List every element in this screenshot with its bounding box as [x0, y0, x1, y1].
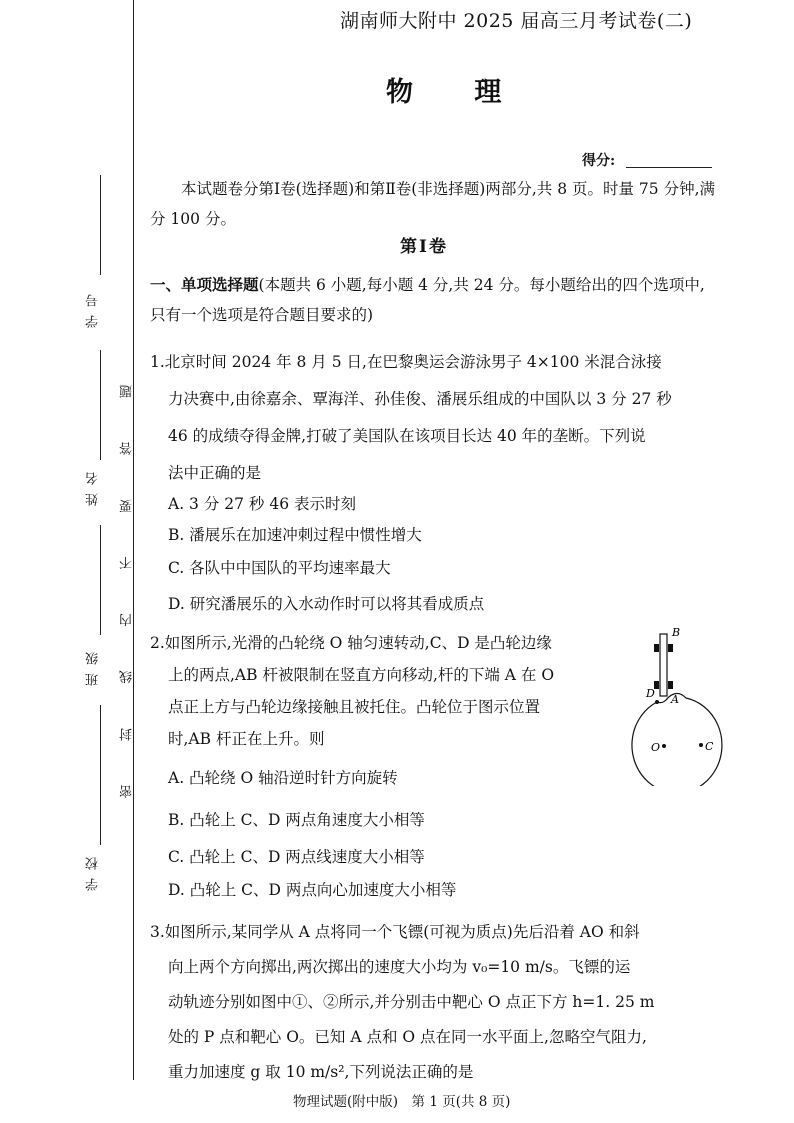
- q1-line: 46 的成绩夺得金牌,打破了美国队在该项目长达 40 年的垄断。下列说: [168, 427, 646, 445]
- q1-line: 1.北京时间 2024 年 8 月 5 日,在巴黎奥运会游泳男子 4×100 米混合泳接: [150, 353, 662, 371]
- field-class-line[interactable]: [100, 525, 101, 635]
- cam-figure: [624, 626, 734, 786]
- field-name-label: 姓 名: [86, 470, 101, 507]
- q2-stem: [150, 627, 620, 755]
- point-o: [662, 744, 666, 748]
- page-footer: 物理试题(附中版) 第 1 页(共 8 页): [293, 1094, 511, 1110]
- label-o: O: [651, 741, 661, 754]
- section-note: (本题共 6 小题,每小题 4 分,共 24 分。每小题给出的四个选项中,只有一个选项是符合题目要求的): [150, 276, 705, 324]
- q3-line: 向上两个方向掷出,两次掷出的速度大小均为 v₀=10 m/s。飞镖的运: [168, 958, 631, 976]
- exam-title: 湖南师大附中 2025 届高三月考试卷(二): [340, 10, 693, 32]
- field-name-line[interactable]: [100, 350, 101, 460]
- seal-notice: 密 封 线 内 不 要 答 题: [120, 365, 135, 798]
- volume-heading: 第Ⅰ卷: [400, 237, 448, 257]
- q3-line: 重力加速度 g 取 10 m/s²,下列说法正确的是: [168, 1063, 474, 1081]
- intro-text: 本试题卷分第Ⅰ卷(选择题)和第Ⅱ卷(非选择题)两部分,共 8 页。时量 75 分钟,满分 100 分。: [150, 180, 715, 228]
- q1-option-b[interactable]: B. 潘展乐在加速冲刺过程中惯性增大: [168, 526, 422, 544]
- q1-option-a[interactable]: A. 3 分 27 秒 46 表示时刻: [168, 495, 356, 513]
- q1-option-c[interactable]: C. 各队中中国队的平均速率最大: [168, 559, 391, 577]
- q3-line: 动轨迹分别如图中①、②所示,并分别击中靶心 O 点正下方 h=1. 25 m: [168, 993, 655, 1011]
- q3-line: 处的 P 点和靶心 O。已知 A 点和 O 点在同一水平面上,忽略空气阻力,: [168, 1028, 647, 1046]
- point-d: [655, 700, 659, 704]
- guide-upper-left: [654, 644, 659, 652]
- score-field[interactable]: [626, 167, 712, 168]
- q1-line: 力决赛中,由徐嘉余、覃海洋、孙佳俊、潘展乐组成的中国队以 3 分 27 秒: [168, 390, 672, 408]
- point-c: [699, 743, 703, 747]
- label-c: C: [705, 740, 714, 753]
- field-school-label: 学 校: [86, 855, 101, 892]
- q1-line: 法中正确的是: [168, 464, 262, 482]
- q2-line: 2.如图所示,光滑的凸轮绕 O 轴匀速转动,C、D 是凸轮边缘: [150, 634, 552, 652]
- field-student-id-line[interactable]: [100, 175, 101, 275]
- q1-stem: [150, 344, 720, 492]
- q2-option-d[interactable]: D. 凸轮上 C、D 两点向心加速度大小相等: [168, 881, 457, 899]
- q2-line: 上的两点,AB 杆被限制在竖直方向移动,杆的下端 A 在 O: [168, 666, 555, 684]
- q1-option-d[interactable]: D. 研究潘展乐的入水动作时可以将其看成质点: [168, 595, 485, 613]
- q3-line: 3.如图所示,某同学从 A 点将同一个飞镖(可视为质点)先后沿着 AO 和斜: [150, 923, 640, 941]
- field-school-line[interactable]: [100, 705, 101, 845]
- subject-title: 物 理: [386, 77, 528, 108]
- guide-lower-right: [668, 681, 673, 689]
- q3-stem: [150, 915, 720, 1090]
- label-d: D: [646, 687, 655, 700]
- field-student-id-label: 学 号: [86, 292, 101, 329]
- label-b: B: [672, 626, 681, 639]
- score-label: 得分:: [582, 153, 616, 169]
- q2-option-b[interactable]: B. 凸轮上 C、D 两点角速度大小相等: [168, 811, 425, 829]
- q2-option-a[interactable]: A. 凸轮绕 O 轴沿逆时针方向旋转: [168, 769, 398, 787]
- rod-ab: [660, 634, 667, 696]
- guide-upper-right: [668, 644, 673, 652]
- section-title: 一、单项选择题: [150, 275, 259, 294]
- field-class-label: 班 级: [86, 650, 101, 687]
- q2-line: 点正上方与凸轮边缘接触且被托住。凸轮位于图示位置: [168, 698, 541, 716]
- section-heading: [150, 270, 720, 330]
- q2-option-c[interactable]: C. 凸轮上 C、D 两点线速度大小相等: [168, 848, 425, 866]
- label-a: A: [671, 693, 679, 706]
- q2-line: 时,AB 杆正在上升。则: [168, 730, 325, 748]
